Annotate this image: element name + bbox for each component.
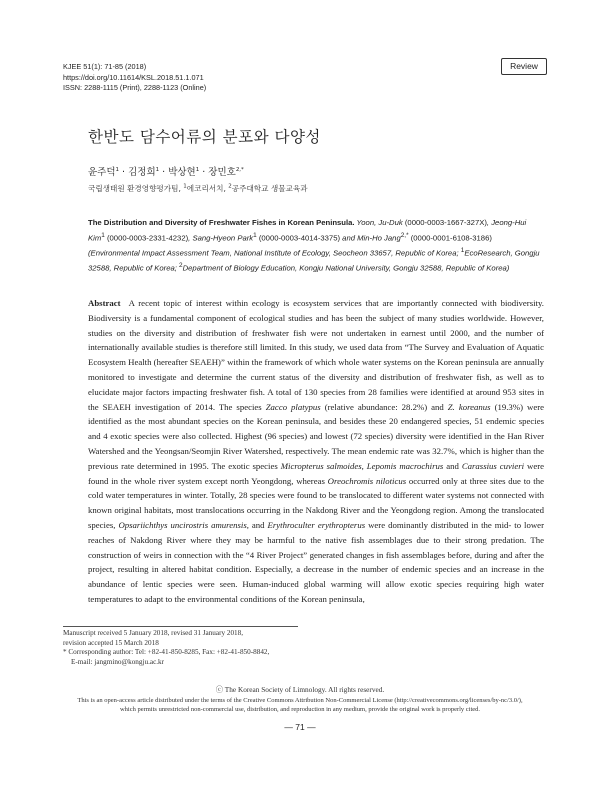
author-name: 윤주덕 <box>88 167 116 178</box>
article-type-badge: Review <box>501 58 547 75</box>
corresponding-author: * Corresponding author: Tel: +82-41-850-8285, Fax: +82-41-850-8842, <box>63 648 270 657</box>
species-name: Z. koreanus <box>447 401 491 412</box>
orcid[interactable]: (0000-0003-1667-327X) <box>402 218 487 227</box>
abstract-label: Abstract <box>88 298 121 308</box>
license-line: which permits unrestricted non-commercial use, distribution, and reproduction in any medium, provide the original work is properly cited. <box>119 706 481 713</box>
species-name: Zacco platypus <box>265 401 321 412</box>
author-name: 김정희 <box>128 167 156 178</box>
abstract-text: occurred only at three sites due to the cold water temperatures in winter. Totally, 28 species were found to be translocated to different water systems not connected with known original habitats, most translocations occurring in the Nakdong River and the Yeongdong region. Among the translocated species, <box>88 475 544 530</box>
journal-header <box>63 62 206 94</box>
author-name: 박상현 <box>168 167 196 178</box>
author-affil-mark: 1 <box>195 166 200 173</box>
paper-title-korean: 한반도 담수어류의 분포와 다양성 <box>88 128 321 146</box>
author-english: , Sang-Hyeon Park <box>188 233 254 243</box>
abstract-text: and <box>443 460 462 471</box>
author-email[interactable]: E-mail: jangmino@kongju.ac.kr <box>71 657 165 666</box>
paper-title-english: The Distribution and Diversity of Freshwater Fishes in Korean Peninsula. <box>88 218 355 227</box>
abstract-text: were dominantly distributed in the mid- to lower reaches of Nakdong River where they may be harmful to the native fish assemblages due to their strong predation. The construction of weirs in connection with the “4 River Project” generated changes in fish assemblages before, during and after the project, resulting in altered habitat condition. Especially, a decrease in the number of endemic species and an increase in the abundance of lentic species were seen. Human-induced global warming will allow exotic species requiring high water temperatures to adapt to the environmental conditions of the Korean peninsula, <box>88 519 544 604</box>
license-line: This is an open-access article distributed under the terms of the Creative Commons Attribution Non-Commercial License (http://creativecommons.org/licenses/by-nc/3.0/), <box>77 697 523 704</box>
author-affil-mark: 1 <box>155 166 160 173</box>
doi-link[interactable]: https://doi.org/10.11614/KSL.2018.51.1.071 <box>63 72 204 82</box>
orcid[interactable]: (0000-0003-2331-4232) <box>104 233 189 243</box>
affil-mark: 1 <box>183 183 187 190</box>
species-name: Lepomis macrochirus <box>366 460 444 471</box>
author-list-korean <box>88 164 244 178</box>
affiliations-korean <box>88 183 308 194</box>
affil-mark: 1 <box>253 231 257 239</box>
abstract <box>88 296 544 607</box>
abstract-text: were found in the whole river system except north Yeongdong, whereas <box>88 460 545 486</box>
manuscript-dates: Manuscript received 5 January 2018, revised 31 January 2018, <box>63 629 244 637</box>
author-affil-mark: 1 <box>115 166 120 173</box>
author-name: 장민호 <box>208 167 236 178</box>
affiliation: 국립생태원 환경영향평가팀, <box>88 184 184 193</box>
abstract-text: (relative abundance: 28.2%) and <box>320 401 448 412</box>
abstract-text: , <box>361 460 367 471</box>
affiliation-english: EcoResearch, Gongju 32588, Republic of Korea; <box>88 248 540 273</box>
page-number: — 71 — <box>284 722 316 732</box>
author-english: Yoon, Ju-Duk <box>354 218 403 227</box>
species-name: Oreochromis niloticus <box>327 475 407 486</box>
abstract-text: , and <box>246 519 268 530</box>
footnote <box>63 629 363 667</box>
issn-line: ISSN: 2288-1115 (Print), 2288-1123 (Online) <box>63 83 207 93</box>
affil-mark: 2 <box>228 183 232 190</box>
author-english: , Jeong-Hui Kim <box>88 218 527 243</box>
orcid[interactable]: (0000-0001-6108-3186) <box>408 233 492 243</box>
manuscript-dates: revision accepted 15 March 2018 <box>63 638 159 647</box>
affiliation: 공주대학교 생물교육과 <box>231 184 308 193</box>
author-separator: · <box>199 167 209 178</box>
affil-mark: 2 <box>179 261 183 269</box>
author-separator: · <box>119 167 129 178</box>
footnote-divider <box>63 626 298 627</box>
author-separator: · <box>159 167 169 178</box>
affiliation-english: (Environmental Impact Assessment Team, National Institute of Ecology, Seocheon 33657, Republic of Korea; <box>88 248 461 258</box>
affiliation-english: Department of Biology Education, Kongju National University, Gongju 32588, Republic of Korea) <box>182 263 510 273</box>
species-name: Micropterus salmoides <box>280 460 362 471</box>
species-name: Opsariichthys uncirostris amurensis <box>118 519 247 530</box>
english-title-block <box>88 217 544 275</box>
orcid[interactable]: (0000-0003-4014-3375) <box>256 233 341 243</box>
abstract-text: (19.3%) were identified as the most abundant species on the Korean peninsula, and besides these 20 endangered species, 51 endemic species and 4 exotic species were also collected. Highest (96 species) and lowest (72 species) diversity were identified in the Han River Watershed and the Yeongsan/Seomjin River Watershed, respectively. The mean endemic rate was 32.7%, which is higher than the previous rate determined in 1995. The exotic species <box>88 401 544 471</box>
affil-mark: 2,* <box>400 231 409 239</box>
affil-mark: 1 <box>101 231 105 239</box>
abstract-text: A recent topic of interest within ecology is ecosystem services that are importantly connected with biodiversity. Biodiversity is a fundamental component of ecological studies and has been the subject of many studies worldwide. However, studies on the diversity and distribution of freshwater fish were not undertaken in earnest until 2000, and the number of internationally available studies is therefore still limited. In this study, we used data from “The Survey and Evaluation of Aquatic Ecosystem Health (hereafter SEAEH)” within the framework of which whole water systems on the Korean peninsula are annually monitored to investigate and determine the current status of the diversity and distribution of freshwater fish, as well as to elucidate major factors impacting freshwater fish. A total of 130 species from 28 families were identified at around 953 sites in the SEAEH investigation of 2014. The species <box>88 298 544 412</box>
copyright-notice: ⓒ The Korean Society of Limnology. All rights reserved. <box>215 685 385 694</box>
license-notice <box>40 696 560 714</box>
affil-mark: 1 <box>460 246 465 254</box>
affiliation: 에코리서치, <box>186 184 229 193</box>
author-affil-mark: 2,* <box>235 166 244 173</box>
species-name: Carassius cuvieri <box>461 460 525 471</box>
author-english: and Min-Ho Jang <box>340 233 401 243</box>
journal-citation: KJEE 51(1): 71-85 (2018) <box>63 62 147 71</box>
species-name: Erythroculter erythropterus <box>267 519 366 530</box>
